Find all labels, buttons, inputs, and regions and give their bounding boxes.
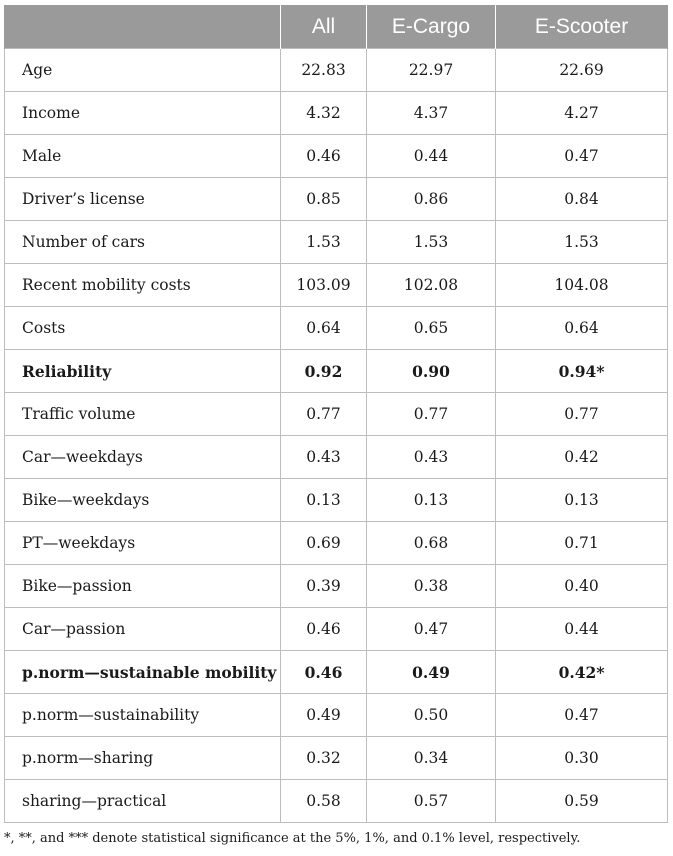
cell-e-cargo: 0.44 (367, 135, 496, 178)
cell-e-cargo: 0.77 (367, 393, 496, 436)
cell-all: 0.64 (281, 307, 367, 350)
table-row (5, 49, 668, 92)
cell-all: 4.32 (281, 92, 367, 135)
cell-e-scooter: 0.71 (496, 522, 668, 565)
cell-e-cargo: 0.65 (367, 307, 496, 350)
cell-all: 1.53 (281, 221, 367, 264)
table-row (5, 178, 668, 221)
cell-e-cargo: 0.47 (367, 608, 496, 651)
table-row (5, 608, 668, 651)
cell-all: 0.32 (281, 737, 367, 780)
cell-e-scooter: 4.27 (496, 92, 668, 135)
cell-all: 0.85 (281, 178, 367, 221)
cell-all: 0.39 (281, 565, 367, 608)
cell-e-cargo: 0.43 (367, 436, 496, 479)
row-label: Male (5, 135, 281, 178)
table-row (5, 221, 668, 264)
cell-all: 0.58 (281, 780, 367, 823)
cell-e-scooter: 0.42* (496, 651, 668, 694)
summary-statistics-table (4, 5, 668, 823)
cell-e-cargo: 102.08 (367, 264, 496, 307)
table-row (5, 479, 668, 522)
header-all: All (281, 5, 367, 49)
cell-e-cargo: 0.90 (367, 350, 496, 393)
row-label: Bike—weekdays (5, 479, 281, 522)
cell-all: 0.46 (281, 608, 367, 651)
cell-e-scooter: 0.47 (496, 135, 668, 178)
header-e-cargo: E-Cargo (367, 5, 496, 49)
table-row (5, 780, 668, 823)
cell-e-scooter: 0.47 (496, 694, 668, 737)
row-label: Bike—passion (5, 565, 281, 608)
cell-e-cargo: 4.37 (367, 92, 496, 135)
cell-e-scooter: 0.94* (496, 350, 668, 393)
row-label: sharing—practical (5, 780, 281, 823)
cell-all: 22.83 (281, 49, 367, 92)
cell-e-scooter: 104.08 (496, 264, 668, 307)
cell-e-scooter: 1.53 (496, 221, 668, 264)
cell-all: 103.09 (281, 264, 367, 307)
cell-all: 0.92 (281, 350, 367, 393)
cell-e-cargo: 0.49 (367, 651, 496, 694)
cell-e-cargo: 0.68 (367, 522, 496, 565)
cell-e-scooter: 0.77 (496, 393, 668, 436)
table-row (5, 135, 668, 178)
row-label: PT—weekdays (5, 522, 281, 565)
cell-e-scooter: 0.44 (496, 608, 668, 651)
table-row (5, 92, 668, 135)
cell-e-scooter: 0.42 (496, 436, 668, 479)
cell-e-cargo: 0.34 (367, 737, 496, 780)
row-label: p.norm—sharing (5, 737, 281, 780)
row-label: Traffic volume (5, 393, 281, 436)
header-label-column (5, 5, 281, 49)
table-row (5, 565, 668, 608)
table-row (5, 307, 668, 350)
table-row (5, 393, 668, 436)
row-label: Number of cars (5, 221, 281, 264)
row-label: Reliability (5, 350, 281, 393)
table-row (5, 350, 668, 393)
table-row (5, 522, 668, 565)
cell-all: 0.13 (281, 479, 367, 522)
cell-all: 0.69 (281, 522, 367, 565)
table-footnote: *, **, and *** denote statistical significance at the 5%, 1%, and 0.1% level, respectively. (4, 831, 581, 846)
row-label: Car—passion (5, 608, 281, 651)
table-row (5, 436, 668, 479)
row-label: Age (5, 49, 281, 92)
table-row (5, 264, 668, 307)
cell-e-cargo: 0.57 (367, 780, 496, 823)
table-row (5, 737, 668, 780)
cell-e-cargo: 1.53 (367, 221, 496, 264)
table-header-row (5, 5, 668, 49)
table-row (5, 651, 668, 694)
cell-e-cargo: 0.50 (367, 694, 496, 737)
row-label: Driver’s license (5, 178, 281, 221)
cell-all: 0.43 (281, 436, 367, 479)
cell-all: 0.46 (281, 135, 367, 178)
table-row (5, 694, 668, 737)
cell-e-scooter: 22.69 (496, 49, 668, 92)
cell-e-scooter: 0.59 (496, 780, 668, 823)
cell-e-scooter: 0.64 (496, 307, 668, 350)
row-label: p.norm—sustainability (5, 694, 281, 737)
cell-e-scooter: 0.30 (496, 737, 668, 780)
cell-e-scooter: 0.84 (496, 178, 668, 221)
table-body (5, 49, 668, 823)
cell-e-cargo: 0.86 (367, 178, 496, 221)
cell-all: 0.46 (281, 651, 367, 694)
cell-all: 0.49 (281, 694, 367, 737)
row-label: Income (5, 92, 281, 135)
row-label: Recent mobility costs (5, 264, 281, 307)
cell-all: 0.77 (281, 393, 367, 436)
cell-e-scooter: 0.13 (496, 479, 668, 522)
cell-e-cargo: 0.38 (367, 565, 496, 608)
row-label: Car—weekdays (5, 436, 281, 479)
header-e-scooter: E-Scooter (496, 5, 668, 49)
row-label: Costs (5, 307, 281, 350)
cell-e-cargo: 0.13 (367, 479, 496, 522)
row-label: p.norm—sustainable mobility (5, 651, 281, 694)
cell-e-scooter: 0.40 (496, 565, 668, 608)
cell-e-cargo: 22.97 (367, 49, 496, 92)
